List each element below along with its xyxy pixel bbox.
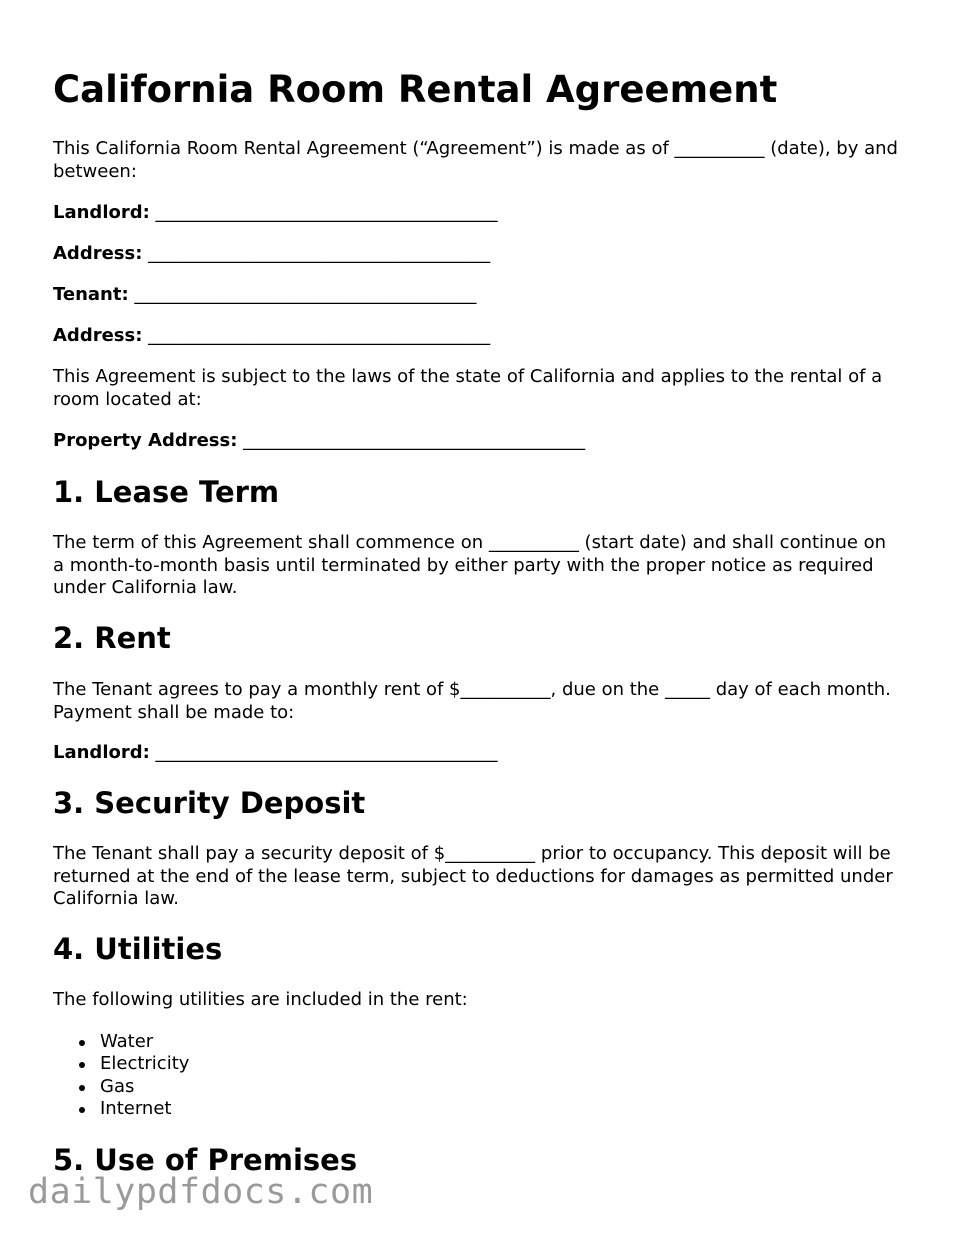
landlord-blank: ______________________________________ [155,202,498,223]
tenant-address-label: Address: [53,325,143,346]
tenant-address-field [53,325,490,347]
landlord-label: Landlord: [53,202,150,223]
use-of-premises-heading: 5. Use of Premises [53,1143,358,1177]
bullet-icon [79,1085,85,1091]
bullet-icon [79,1040,85,1046]
list-item [53,1053,189,1075]
tenant-field [53,284,476,306]
security-deposit-paragraph: The Tenant shall pay a security deposit of $__________ prior to occupancy. This deposit will be returned at the end of the lease term, subject to deductions for damages as permitted under California law. [53,843,893,909]
landlord-address-field [53,243,490,265]
property-address-blank: ______________________________________ [243,430,586,451]
document-title: California Room Rental Agreement [53,68,778,111]
security-deposit-heading: 3. Security Deposit [53,786,366,820]
tenant-blank: ______________________________________ [134,284,477,305]
utilities-list [53,1031,189,1121]
utility-water: Water [100,1031,154,1052]
list-item [53,1076,189,1098]
landlord-address-blank: ______________________________________ [148,243,491,264]
list-item [53,1098,189,1120]
utility-internet: Internet [100,1098,172,1120]
lease-term-paragraph: The term of this Agreement shall commence on __________ (start date) and shall continue on a month-to-month basis until terminated by either party with the proper notice as required under California law. [53,532,887,598]
property-address-field [53,430,585,452]
subject-paragraph: This Agreement is subject to the laws of the state of California and applies to the rental of a room located at: [53,366,883,410]
property-address-label: Property Address: [53,430,238,451]
tenant-address-blank: ______________________________________ [148,325,491,346]
landlord-address-label: Address: [53,243,143,264]
watermark: dailypdfdocs.com [28,1172,374,1212]
lease-term-heading: 1. Lease Term [53,475,280,509]
rent-heading: 2. Rent [53,621,171,655]
rent-payee-blank: ______________________________________ [155,742,498,763]
utility-gas: Gas [100,1075,135,1097]
tenant-label: Tenant: [53,284,129,305]
utilities-paragraph: The following utilities are included in the rent: [53,989,468,1010]
utilities-heading: 4. Utilities [53,932,223,966]
rent-payee-field [53,742,498,764]
landlord-field [53,202,498,224]
intro-paragraph: This California Room Rental Agreement (“Agreement”) is made as of __________ (date), by and between: [53,138,898,182]
bullet-icon [79,1107,85,1113]
rent-paragraph: The Tenant agrees to pay a monthly rent of $__________, due on the _____ day of each month. Payment shall be made to: [53,679,891,723]
list-item [53,1031,189,1053]
bullet-icon [79,1062,85,1068]
utility-electricity: Electricity [100,1053,190,1075]
rent-payee-label: Landlord: [53,742,150,763]
